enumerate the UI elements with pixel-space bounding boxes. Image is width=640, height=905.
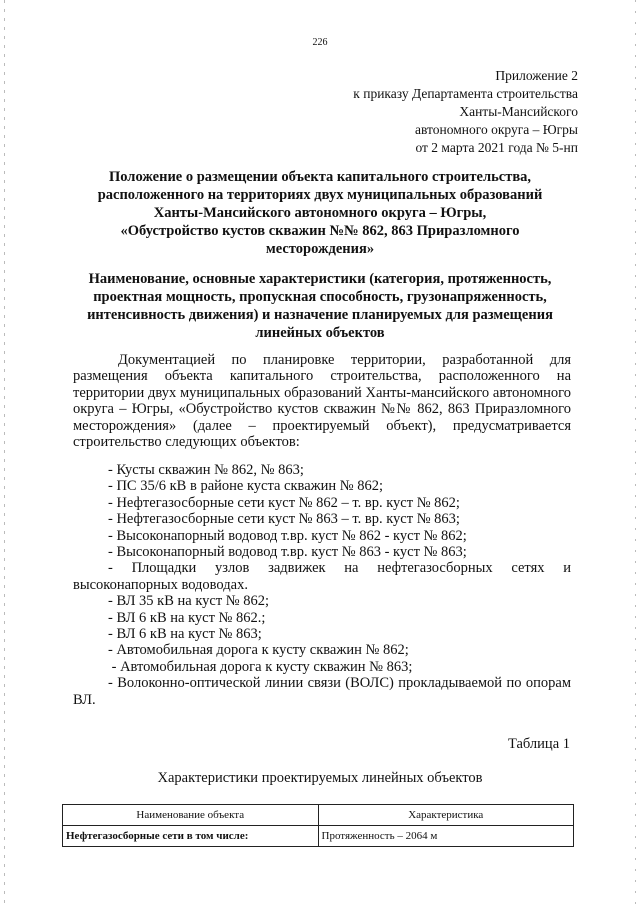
list-item: - ВЛ 6 кВ на куст № 863; [108, 626, 262, 643]
table-cell: Нефтегазосборные сети в том числе: [63, 826, 319, 847]
list-item: - ВЛ 35 кВ на куст № 862; [108, 593, 270, 610]
list-item: - ВЛ 6 кВ на куст № 862.; [108, 609, 266, 626]
appendix-line: Ханты-Мансийского [459, 104, 578, 119]
appendix-line: от 2 марта 2021 года № 5-нп [415, 140, 578, 155]
list-item: - Нефтегазосборные сети куст № 863 – т. вр. куст № 863; [108, 511, 460, 528]
table-cell: Протяженность – 2064 м [318, 826, 574, 847]
list-item: - Автомобильная дорога к кусту скважин № 862; [108, 642, 409, 659]
title-line: расположенного на территориях двух муниципальных образований [97, 187, 543, 203]
list-item: - Высоконапорный водовод т.вр. куст № 862 - куст № 862; [108, 527, 467, 544]
title-line: Ханты-Мансийского автономного округа – Югры, [153, 205, 487, 221]
object-list [73, 462, 571, 708]
column-header: Характеристика [318, 805, 574, 826]
column-header: Наименование объекта [63, 805, 319, 826]
appendix-header [353, 67, 578, 157]
list-item: - Автомобильная дорога к кусту скважин № 863; [108, 658, 413, 675]
list-item-part: высоконапорных водоводах. [73, 576, 248, 593]
intro-paragraph: Документацией по планировке территории, разработанной для размещения объекта капитального строительства, расположенного на территории двух муниципальных образований Ханты-мансийского автономного округа – Югры, «Обустройство кустов скважин №№ 862, 863 Приразломного месторождения» (далее – проектируемый объект), предусматривается строительство следующих объектов: [73, 352, 571, 451]
heading-line: интенсивность движения) и назначение планируемых для размещения [87, 307, 553, 323]
list-item: - Волоконно-оптической линии связи (ВОЛС) прокладываемой по опорам ВЛ. [73, 675, 571, 708]
table-label: Таблица 1 [507, 736, 570, 752]
list-item-line1 [73, 560, 571, 576]
list-item: - ПС 35/6 кВ в районе куста скважин № 862; [108, 478, 384, 495]
list-item [73, 560, 571, 593]
heading-line: Наименование, основные характеристики (категория, протяженность, [88, 271, 552, 287]
table-title: Характеристики проектируемых линейных объектов [157, 770, 483, 786]
title-line: месторождения» [265, 241, 375, 257]
title-line: Положение о размещении объекта капитального строительства, [108, 169, 532, 185]
section-heading [80, 270, 560, 342]
characteristics-table [62, 804, 574, 847]
appendix-line: автономного округа – Югры [415, 122, 578, 137]
appendix-line: Приложение 2 [495, 68, 578, 83]
document-title [80, 168, 560, 258]
title-line: «Обустройство кустов скважин №№ 862, 863 Приразломного [120, 223, 520, 239]
list-item: - Кусты скважин № 862, № 863; [108, 462, 304, 478]
table-header-row [63, 805, 574, 826]
list-item: - Нефтегазосборные сети куст № 862 – т. вр. куст № 862; [108, 494, 460, 511]
appendix-line: к приказу Департамента строительства [353, 86, 578, 101]
page-number: 226 [312, 37, 328, 48]
heading-line: линейных объектов [255, 325, 385, 341]
heading-line: проектная мощность, пропускная способность, грузонапряженность, [93, 289, 547, 305]
list-item-part: - Площадки узлов задвижек на нефтегазосборных сетях и [108, 560, 571, 577]
list-item: - Высоконапорный водовод т.вр. куст № 863 - куст № 863; [108, 544, 467, 561]
table-row [63, 826, 574, 847]
